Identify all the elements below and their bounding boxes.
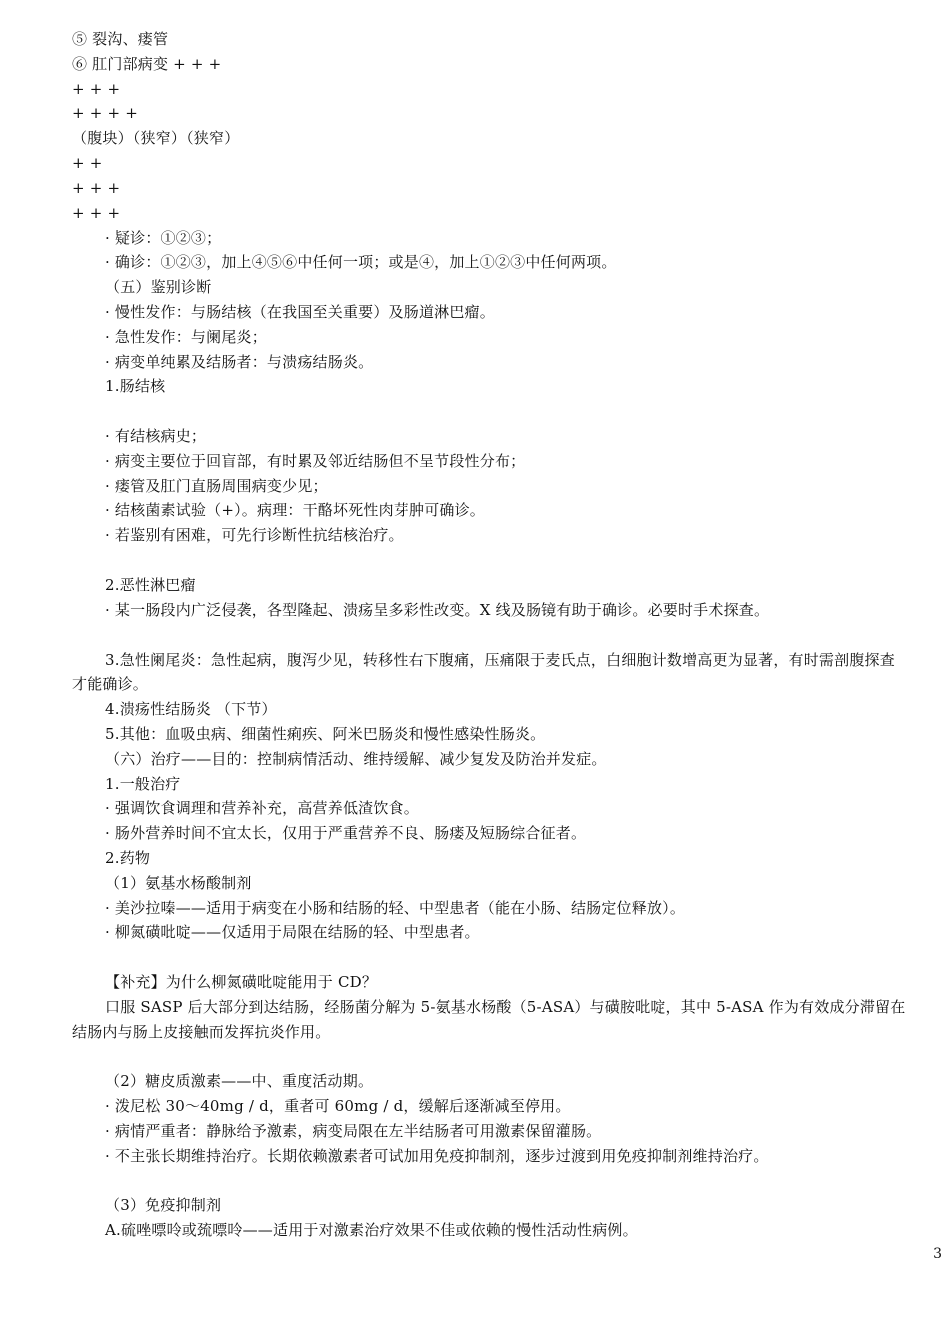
- text-line: ⑤ 裂沟、瘘管: [72, 30, 169, 48]
- text-line: + +: [72, 154, 103, 172]
- text-line: · 瘘管及肛门直肠周围病变少见；: [105, 477, 328, 495]
- subsection-heading: 2.恶性淋巴瘤: [105, 576, 196, 594]
- text-line: · 结核菌素试验（+）。病理：干酪坏死性肉芽肿可确诊。: [105, 501, 486, 519]
- text-line: · 急性发作：与阑尾炎；: [105, 328, 267, 346]
- text-line: 3.急性阑尾炎：急性起病，腹泻少见，转移性右下腹痛，压痛限于麦氏点，白细胞计数增高更为显著，有时需剖腹探查: [105, 651, 895, 669]
- supplement-heading: 【补充】为什么柳氮磺吡啶能用于 CD？: [105, 973, 378, 991]
- text-line: · 病变单纯累及结肠者：与溃疡结肠炎。: [105, 353, 374, 371]
- subsection-heading: （2）糖皮质激素——中、重度活动期。: [105, 1072, 374, 1090]
- page-number: 3: [933, 1246, 942, 1262]
- text-line: 口服 SASP 后大部分到达结肠，经肠菌分解为 5-氨基水杨酸（5-ASA）与磺胺吡啶，其中 5-ASA 作为有效成分滞留在: [105, 998, 906, 1016]
- text-line: · 疑诊：①②③；: [105, 229, 222, 247]
- section-heading: （六）治疗——目的：控制病情活动、维持缓解、减少复发及防治并发症。: [105, 750, 607, 768]
- text-line: ⑥ 肛门部病变 + + +: [72, 55, 222, 73]
- subsection-heading: 2.药物: [105, 849, 151, 867]
- subsection-heading: 1.肠结核: [105, 377, 166, 395]
- text-line: · 强调饮食调理和营养补充，高营养低渣饮食。: [105, 799, 419, 817]
- text-line: · 柳氮磺吡啶——仅适用于局限在结肠的轻、中型患者。: [105, 923, 480, 941]
- text-line: 结肠内与肠上皮接触而发挥抗炎作用。: [72, 1023, 331, 1041]
- text-line: · 确诊：①②③，加上④⑤⑥中任何一项；或是④，加上①②③中任何两项。: [105, 253, 617, 271]
- text-line: + + +: [72, 179, 121, 197]
- text-line: + + +: [72, 80, 121, 98]
- text-line: （腹块）（狭窄）（狭窄）: [72, 129, 240, 147]
- text-line: · 美沙拉嗪——适用于病变在小肠和结肠的轻、中型患者（能在小肠、结肠定位释放）。: [105, 899, 686, 917]
- text-line: · 慢性发作：与肠结核（在我国至关重要）及肠道淋巴瘤。: [105, 303, 495, 321]
- text-line: · 有结核病史；: [105, 427, 207, 445]
- text-line: 5.其他：血吸虫病、细菌性痢疾、阿米巴肠炎和慢性感染性肠炎。: [105, 725, 546, 743]
- text-line: 才能确诊。: [72, 675, 149, 693]
- text-line: · 肠外营养时间不宜太长，仅用于严重营养不良、肠瘘及短肠综合征者。: [105, 824, 587, 842]
- text-line: · 病情严重者：静脉给予激素，病变局限在左半结肠者可用激素保留灌肠。: [105, 1122, 602, 1140]
- subsection-heading: （3）免疫抑制剂: [105, 1196, 222, 1214]
- section-heading: （五）鉴别诊断: [105, 278, 212, 296]
- subsection-heading: 4.溃疡性结肠炎 （下节）: [105, 700, 277, 718]
- text-line: · 若鉴别有困难，可先行诊断性抗结核治疗。: [105, 526, 404, 544]
- text-line: + + + +: [72, 104, 138, 122]
- text-line: · 某一肠段内广泛侵袭，各型隆起、溃疡呈多彩性改变。X 线及肠镜有助于确诊。必要时手术探查。: [105, 601, 770, 619]
- subsection-heading: 1.一般治疗: [105, 775, 181, 793]
- text-line: · 泼尼松 30～40mg / d，重者可 60mg / d，缓解后逐渐减至停用。: [105, 1097, 571, 1115]
- subsection-heading: （1）氨基水杨酸制剂: [105, 874, 252, 892]
- text-line: · 不主张长期维持治疗。长期依赖激素者可试加用免疫抑制剂，逐步过渡到用免疫抑制剂维持治疗。: [105, 1147, 769, 1165]
- text-line: · 病变主要位于回盲部，有时累及邻近结肠但不呈节段性分布；: [105, 452, 526, 470]
- text-line: + + +: [72, 204, 121, 222]
- text-line: A.硫唑嘌呤或巯嘌呤——适用于对激素治疗效果不佳或依赖的慢性活动性病例。: [105, 1221, 638, 1239]
